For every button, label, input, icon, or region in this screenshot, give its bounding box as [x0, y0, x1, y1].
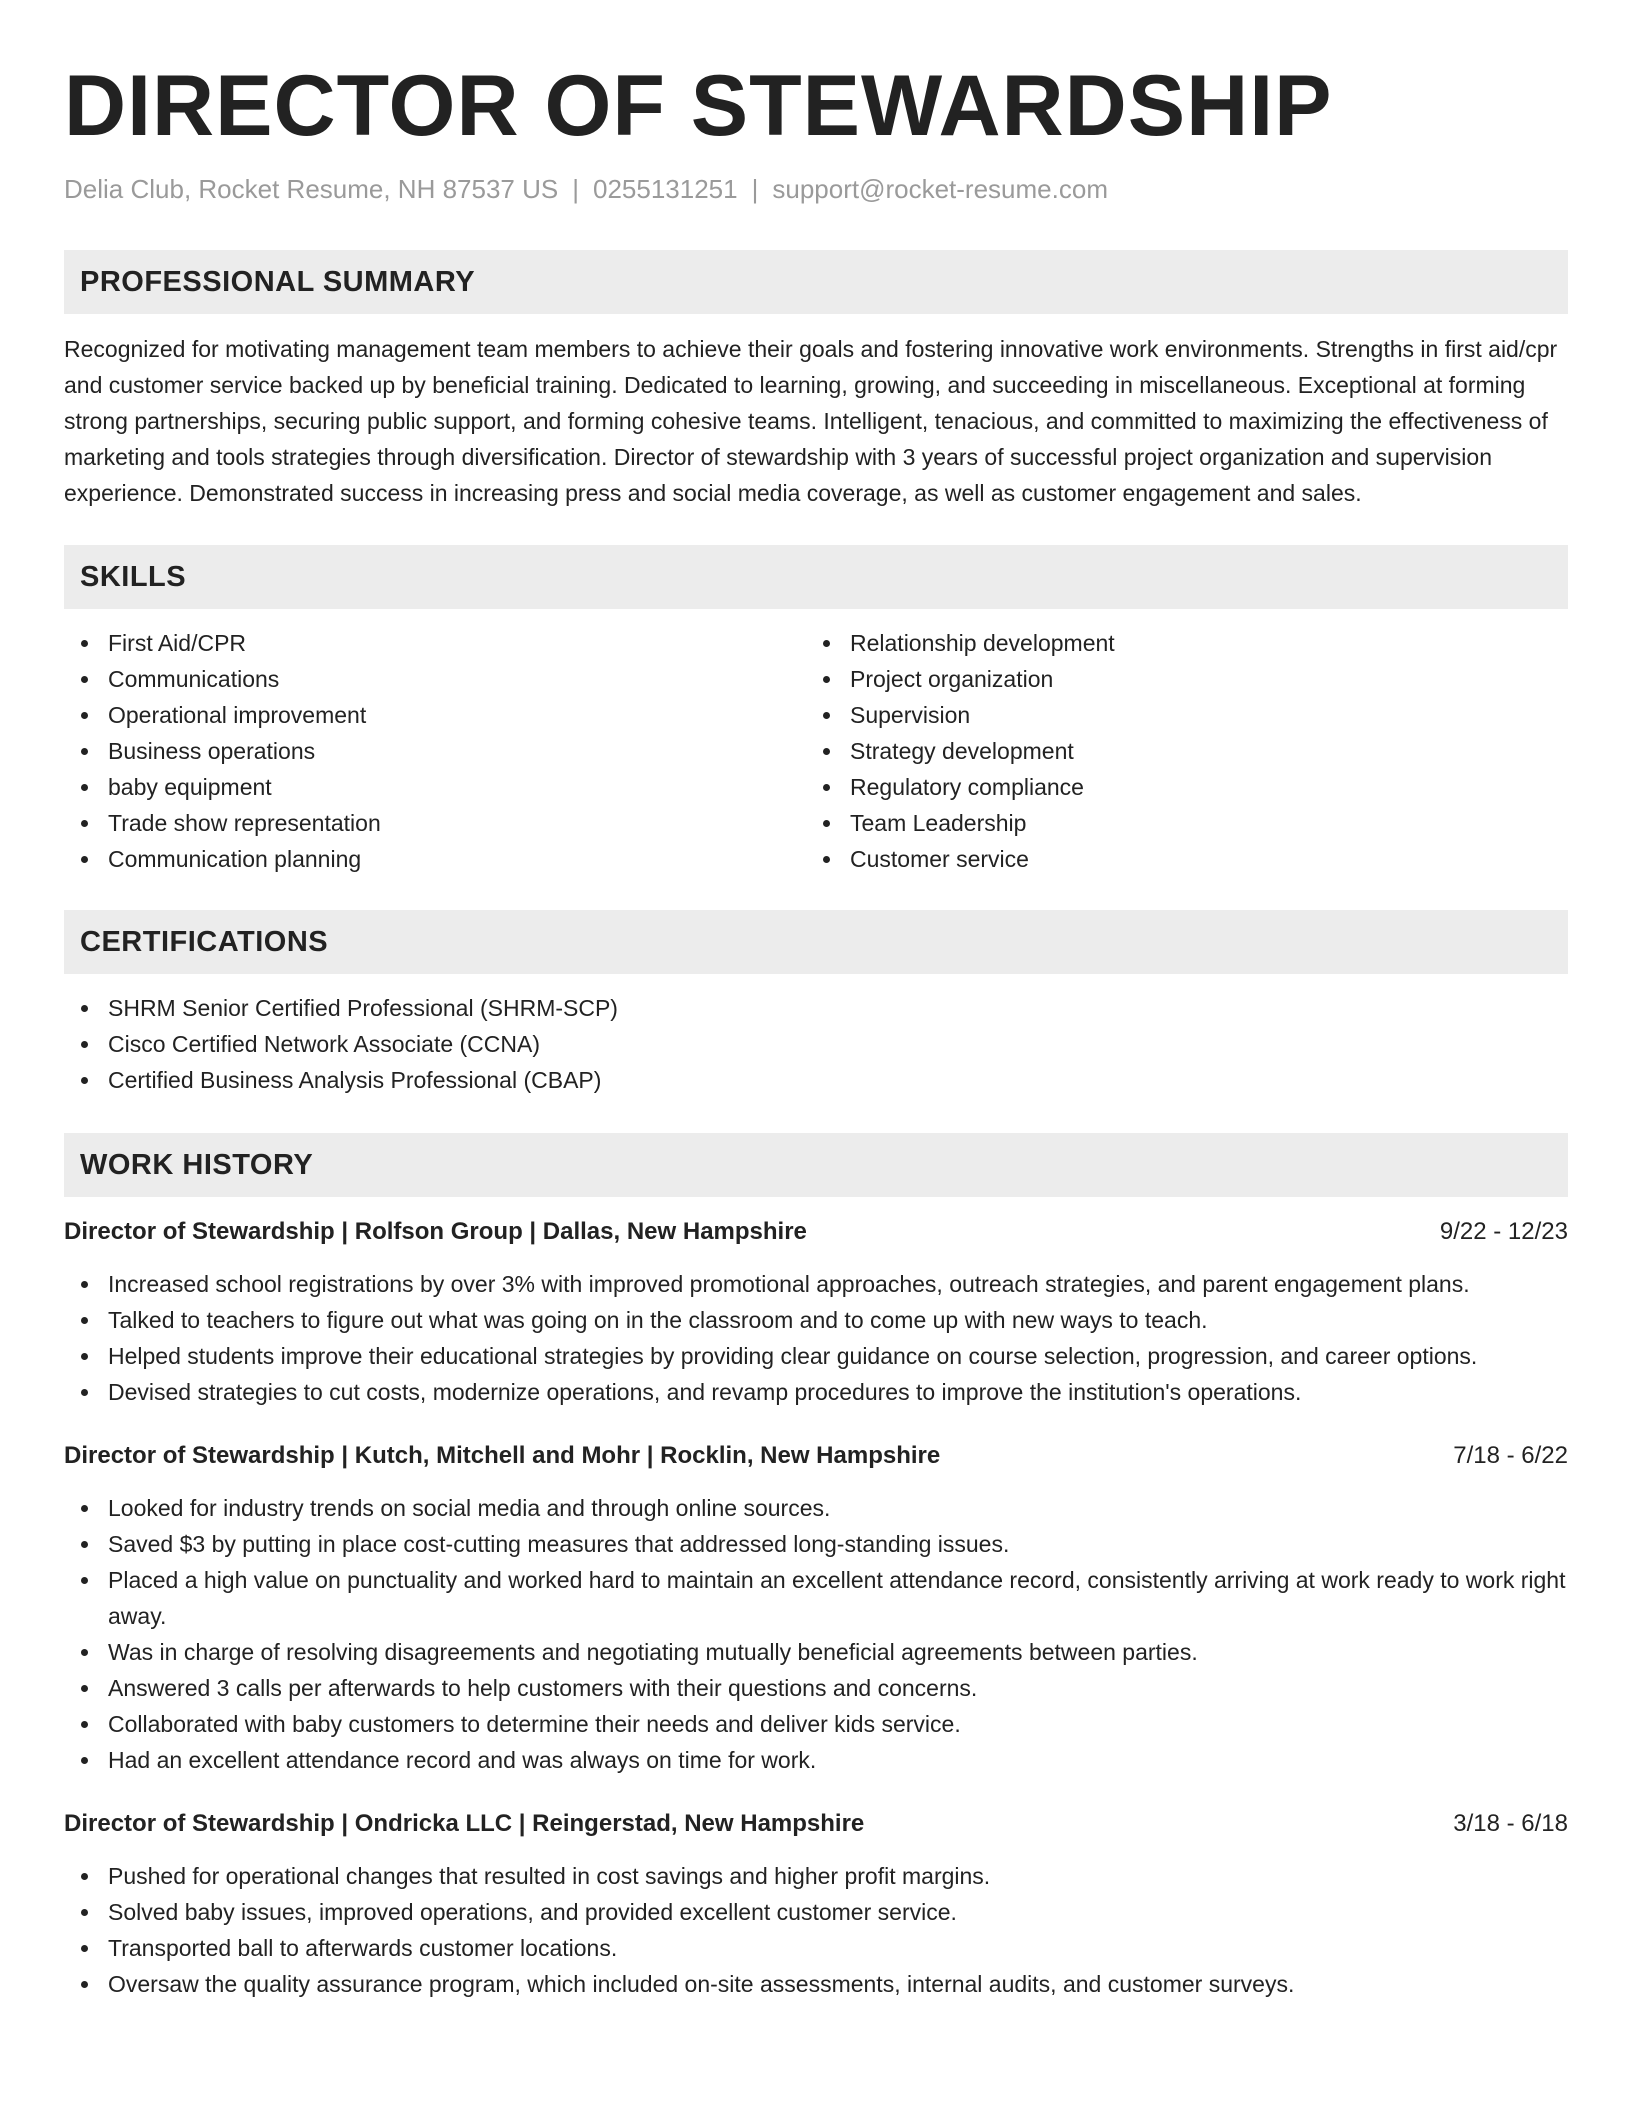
job-bullet: Devised strategies to cut costs, modernize operations, and revamp procedures to improve the institution's operations.: [64, 1374, 1568, 1410]
contact-separator: |: [572, 174, 579, 204]
job-bullet: Transported ball to afterwards customer locations.: [64, 1930, 1568, 1966]
skills-column-left: [64, 625, 806, 877]
certifications-list: [64, 990, 1568, 1098]
skill-item: Operational improvement: [64, 697, 806, 733]
summary-paragraph: Recognized for motivating management team members to achieve their goals and fostering innovative work environments. Strengths in first aid/cpr and customer service backed up by beneficial training. Dedicated to learning, growing, and succeeding in miscellaneous. Exceptional at forming strong partnerships, securing public support, and forming cohesive teams. Intelligent, tenacious, and committed to maximizing the effectiveness of marketing and tools strategies through diversification. Director of stewardship with 3 years of successful project organization and supervision experience. Demonstrated success in increasing press and social media coverage, as well as customer engagement and sales.: [64, 336, 1558, 506]
contact-separator: |: [751, 174, 759, 204]
job-bullet-list: [64, 1858, 1568, 2002]
contact-address: Delia Club, Rocket Resume, NH 87537 US: [64, 174, 559, 204]
skill-item: First Aid/CPR: [64, 625, 806, 661]
job-entry: [64, 1439, 1568, 1778]
job-bullet: Looked for industry trends on social media and through online sources.: [64, 1490, 1568, 1526]
job-dates: 9/22 - 12/23: [1439, 1218, 1568, 1245]
job-bullet: Collaborated with baby customers to determine their needs and deliver kids service.: [64, 1706, 1568, 1742]
job-bullet: Saved $3 by putting in place cost-cutting measures that addressed long-standing issues.: [64, 1526, 1568, 1562]
section-heading-summary: PROFESSIONAL SUMMARY: [64, 250, 1568, 314]
job-bullet-list: [64, 1266, 1568, 1410]
job-entry: [64, 1215, 1568, 1410]
skill-item: Strategy development: [806, 733, 1548, 769]
job-bullet: Helped students improve their educational strategies by providing clear guidance on course selection, progression, and career options.: [64, 1338, 1568, 1374]
skill-item: Supervision: [806, 697, 1548, 733]
section-heading-work-history: WORK HISTORY: [64, 1133, 1568, 1197]
skill-item: Communications: [64, 661, 806, 697]
job-bullet: Answered 3 calls per afterwards to help customers with their questions and concerns.: [64, 1670, 1568, 1706]
resume-title: DIRECTOR OF STEWARDSHIP: [64, 58, 1333, 154]
job-bullet: Solved baby issues, improved operations, and provided excellent customer service.: [64, 1894, 1568, 1930]
skill-item: Regulatory compliance: [806, 769, 1548, 805]
section-heading-skills: SKILLS: [64, 545, 1568, 609]
skill-item: Communication planning: [64, 841, 806, 877]
job-dates: 7/18 - 6/22: [1453, 1442, 1568, 1469]
skills-grid: [64, 625, 1568, 877]
job-bullet-list: [64, 1490, 1568, 1778]
contact-line: [64, 172, 1568, 206]
job-bullet: Placed a high value on punctuality and worked hard to maintain an excellent attendance record, consistently arriving at work ready to work right away.: [64, 1562, 1568, 1634]
certification-item: Certified Business Analysis Professional (CBAP): [64, 1062, 1568, 1098]
skill-item: baby equipment: [64, 769, 806, 805]
job-entry: [64, 1807, 1568, 2002]
certification-item: SHRM Senior Certified Professional (SHRM-SCP): [64, 990, 1568, 1026]
job-header: [64, 1439, 1568, 1473]
resume-page: [64, 0, 1568, 2112]
job-bullet: Oversaw the quality assurance program, which included on-site assessments, internal audits, and customer surveys.: [64, 1966, 1568, 2002]
job-title: Director of Stewardship | Rolfson Group | Dallas, New Hampshire: [64, 1218, 807, 1245]
job-bullet: Talked to teachers to figure out what was going on in the classroom and to come up with new ways to teach.: [64, 1302, 1568, 1338]
skill-item: Relationship development: [806, 625, 1548, 661]
section-heading-certifications: CERTIFICATIONS: [64, 910, 1568, 974]
job-title: Director of Stewardship | Ondricka LLC | Reingerstad, New Hampshire: [64, 1810, 865, 1837]
certification-item: Cisco Certified Network Associate (CCNA): [64, 1026, 1568, 1062]
job-bullet: Pushed for operational changes that resulted in cost savings and higher profit margins.: [64, 1858, 1568, 1894]
job-header: [64, 1215, 1568, 1249]
job-bullet: Was in charge of resolving disagreements and negotiating mutually beneficial agreements between parties.: [64, 1634, 1568, 1670]
skills-column-right: [806, 625, 1548, 877]
contact-phone: 0255131251: [592, 174, 738, 204]
skill-item: Customer service: [806, 841, 1548, 877]
job-title: Director of Stewardship | Kutch, Mitchell and Mohr | Rocklin, New Hampshire: [64, 1442, 941, 1469]
skill-item: Trade show representation: [64, 805, 806, 841]
skill-item: Business operations: [64, 733, 806, 769]
job-bullet: Had an excellent attendance record and was always on time for work.: [64, 1742, 1568, 1778]
skill-item: Team Leadership: [806, 805, 1548, 841]
skill-item: Project organization: [806, 661, 1548, 697]
job-dates: 3/18 - 6/18: [1453, 1810, 1568, 1837]
job-header: [64, 1807, 1568, 1841]
job-bullet: Increased school registrations by over 3% with improved promotional approaches, outreach strategies, and parent engagement plans.: [64, 1266, 1568, 1302]
contact-email[interactable]: support@rocket-resume.com: [772, 174, 1108, 204]
